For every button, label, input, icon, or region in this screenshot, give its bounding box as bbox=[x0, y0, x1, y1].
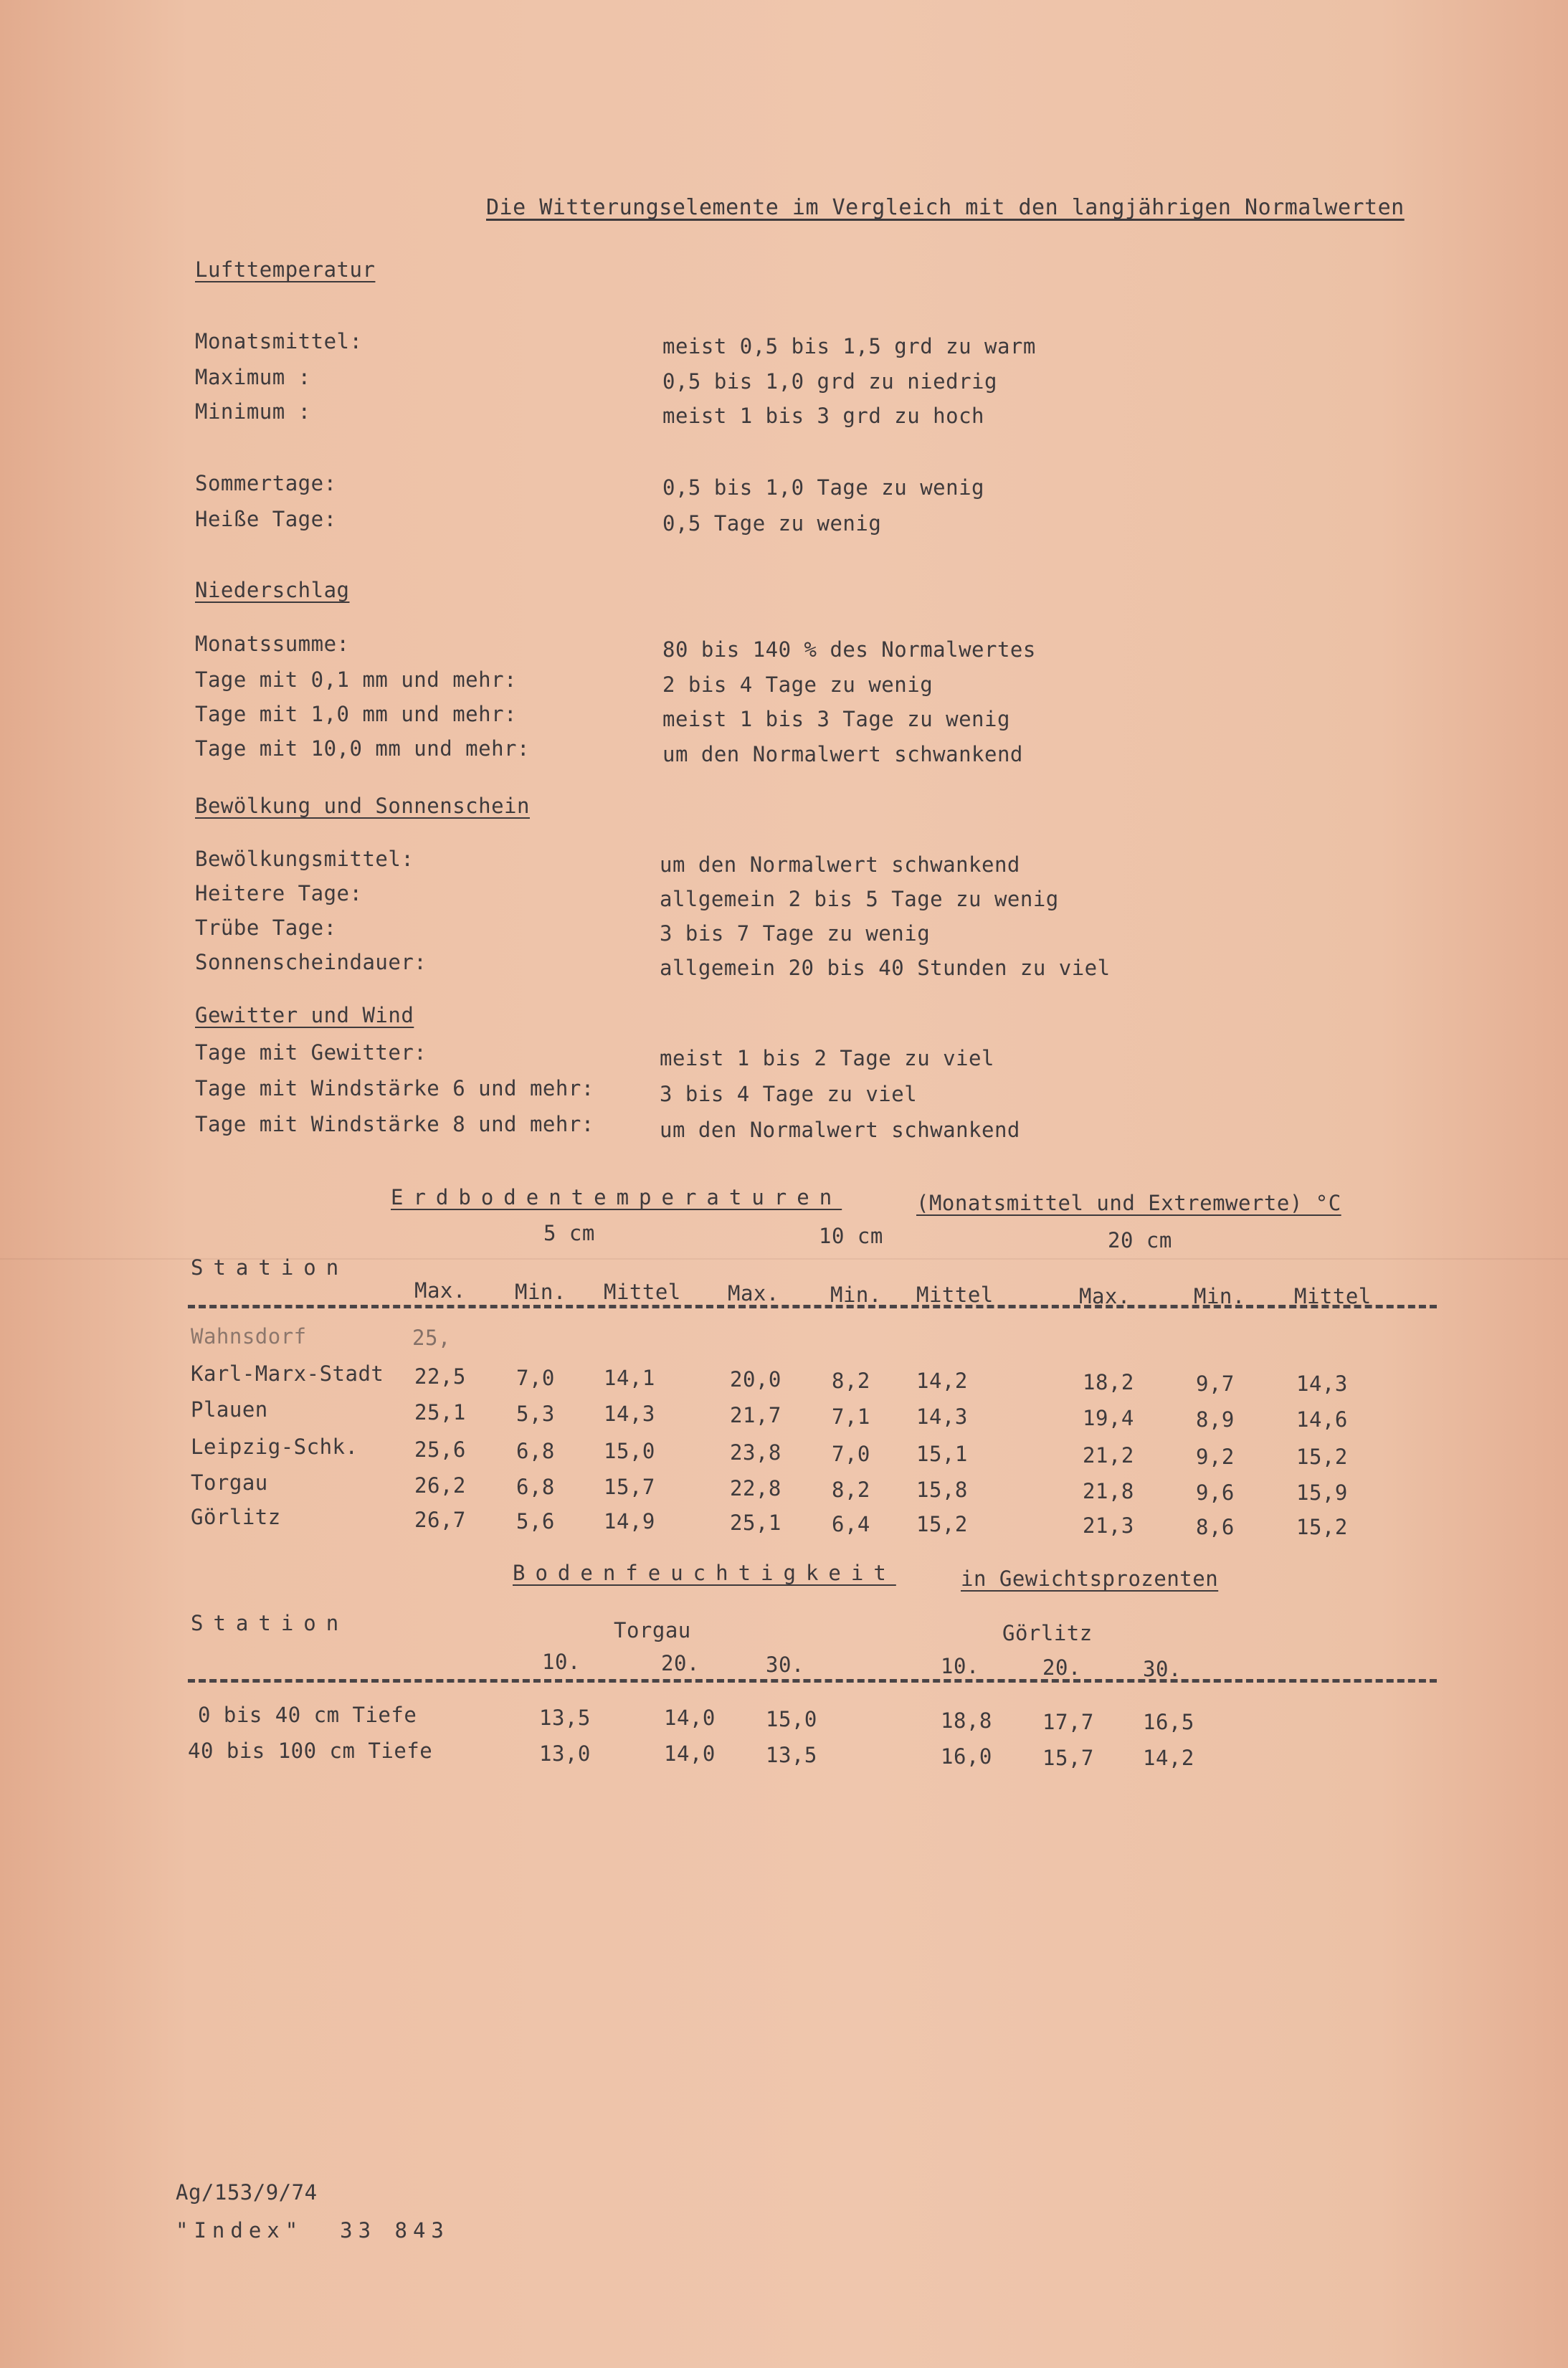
table-cell: 22,8 bbox=[730, 1476, 781, 1501]
table-cell: 21,2 bbox=[1083, 1443, 1134, 1468]
table-cell: 16,5 bbox=[1143, 1710, 1194, 1734]
row-label: Heitere Tage: bbox=[195, 881, 363, 905]
row-value: 0,5 Tage zu wenig bbox=[662, 511, 882, 536]
table-cell: 8,9 bbox=[1196, 1407, 1235, 1432]
row-label: Tage mit Windstärke 8 und mehr: bbox=[195, 1112, 594, 1136]
row-label: Monatssumme: bbox=[195, 632, 350, 656]
table-cell: 15,8 bbox=[916, 1478, 968, 1502]
table-divider bbox=[188, 1679, 1437, 1683]
table-cell: 13,5 bbox=[539, 1706, 591, 1730]
document-reference: Ag/153/9/74 bbox=[176, 2180, 318, 2205]
row-value: 3 bis 4 Tage zu viel bbox=[660, 1082, 918, 1106]
row-value: meist 1 bis 2 Tage zu viel bbox=[660, 1046, 994, 1070]
table-cell: 6,8 bbox=[516, 1439, 555, 1463]
station-name: Torgau bbox=[191, 1470, 268, 1495]
row-label: Trübe Tage: bbox=[195, 916, 337, 940]
table-cell: 9,7 bbox=[1196, 1371, 1235, 1396]
table-cell: 15,1 bbox=[916, 1442, 968, 1466]
table-cell: 9,6 bbox=[1196, 1480, 1235, 1505]
row-value: allgemein 2 bis 5 Tage zu wenig bbox=[660, 887, 1059, 911]
table-cell: 17,7 bbox=[1042, 1710, 1094, 1734]
table-cell: 8,2 bbox=[832, 1478, 870, 1502]
day-header: 30. bbox=[766, 1653, 804, 1677]
row-label: Tage mit 1,0 mm und mehr: bbox=[195, 702, 517, 726]
row-value: meist 0,5 bis 1,5 grd zu warm bbox=[662, 334, 1036, 358]
column-header: Mittel bbox=[604, 1280, 681, 1304]
table-cell: 7,0 bbox=[832, 1442, 870, 1466]
table-cell: 15,0 bbox=[604, 1439, 655, 1463]
table-cell: 20,0 bbox=[730, 1367, 781, 1392]
section-heading-gewitter: Gewitter und Wind bbox=[195, 1003, 414, 1027]
table-cell: 14,9 bbox=[604, 1509, 655, 1534]
table-cell: 7,1 bbox=[832, 1404, 870, 1429]
row-value: meist 1 bis 3 Tage zu wenig bbox=[662, 707, 1010, 731]
table-cell: 14,6 bbox=[1296, 1407, 1348, 1432]
station-name: Leipzig-Schk. bbox=[191, 1435, 358, 1459]
table-cell: 15,7 bbox=[604, 1475, 655, 1499]
row-label: Sonnenscheindauer: bbox=[195, 950, 427, 974]
row-label: Bewölkungsmittel: bbox=[195, 847, 414, 871]
column-header: Min. bbox=[1194, 1284, 1245, 1308]
soil-moisture-title: Bodenfeuchtigkeit bbox=[513, 1561, 896, 1585]
table-cell: 21,7 bbox=[730, 1403, 781, 1427]
row-value: 3 bis 7 Tage zu wenig bbox=[660, 921, 931, 946]
table-cell: 6,4 bbox=[832, 1512, 870, 1536]
row-label: Minimum : bbox=[195, 399, 311, 424]
row-label: Heiße Tage: bbox=[195, 507, 337, 531]
day-header: 30. bbox=[1143, 1657, 1182, 1681]
row-value: um den Normalwert schwankend bbox=[660, 852, 1020, 877]
station-column-header: Station bbox=[191, 1255, 349, 1280]
index-number: "Index" 33 843 bbox=[176, 2218, 450, 2243]
table-cell: 7,0 bbox=[516, 1366, 555, 1390]
column-header: Min. bbox=[515, 1280, 566, 1304]
column-header: Max. bbox=[728, 1281, 779, 1306]
row-value: meist 1 bis 3 grd zu hoch bbox=[662, 404, 984, 428]
depth-header: 20 cm bbox=[1108, 1228, 1172, 1252]
day-header: 20. bbox=[661, 1651, 700, 1675]
table-cell: 25, bbox=[412, 1326, 451, 1350]
row-label: Maximum : bbox=[195, 365, 311, 389]
station-header: Torgau bbox=[614, 1618, 691, 1642]
row-label: Tage mit 10,0 mm und mehr: bbox=[195, 736, 530, 761]
table-cell: 14,2 bbox=[916, 1369, 968, 1393]
soil-moisture-subtitle: in Gewichtsprozenten bbox=[961, 1566, 1219, 1591]
section-heading-lufttemperatur: Lufttemperatur bbox=[195, 257, 376, 282]
station-name: Karl-Marx-Stadt bbox=[191, 1361, 384, 1386]
row-value: 80 bis 140 % des Normalwertes bbox=[662, 637, 1036, 662]
table-cell: 14,3 bbox=[1296, 1371, 1348, 1396]
table-cell: 15,2 bbox=[1296, 1445, 1348, 1469]
table-cell: 15,2 bbox=[1296, 1515, 1348, 1539]
section-heading-bewoelkung: Bewölkung und Sonnenschein bbox=[195, 794, 530, 818]
depth-header: 10 cm bbox=[819, 1224, 883, 1248]
table-cell: 21,3 bbox=[1083, 1513, 1134, 1538]
table-cell: 23,8 bbox=[730, 1440, 781, 1465]
section-heading-niederschlag: Niederschlag bbox=[195, 578, 350, 602]
soil-temp-title: Erdbodentemperaturen bbox=[391, 1185, 842, 1209]
row-label: Tage mit Windstärke 6 und mehr: bbox=[195, 1076, 594, 1100]
station-header: Görlitz bbox=[1002, 1621, 1093, 1645]
station-column-header: Station bbox=[191, 1611, 349, 1635]
depth-header: 5 cm bbox=[543, 1221, 595, 1245]
row-value: um den Normalwert schwankend bbox=[660, 1118, 1020, 1142]
row-value: 2 bis 4 Tage zu wenig bbox=[662, 672, 933, 697]
table-cell: 25,1 bbox=[730, 1511, 781, 1535]
table-cell: 8,6 bbox=[1196, 1515, 1235, 1539]
row-value: um den Normalwert schwankend bbox=[662, 742, 1023, 766]
day-header: 10. bbox=[941, 1654, 979, 1678]
table-cell: 6,8 bbox=[516, 1475, 555, 1499]
station-name: Wahnsdorf bbox=[191, 1324, 307, 1349]
table-cell: 19,4 bbox=[1083, 1406, 1134, 1430]
table-cell: 14,3 bbox=[916, 1404, 968, 1429]
table-cell: 26,7 bbox=[414, 1508, 466, 1532]
table-cell: 14,0 bbox=[664, 1706, 716, 1730]
table-cell: 5,6 bbox=[516, 1509, 555, 1534]
row-label: Tage mit 0,1 mm und mehr: bbox=[195, 667, 517, 692]
day-header: 10. bbox=[542, 1650, 581, 1674]
row-label: Monatsmittel: bbox=[195, 329, 363, 353]
page-title: Die Witterungselemente im Vergleich mit den langjährigen Normalwerten bbox=[486, 195, 1405, 220]
table-cell: 26,2 bbox=[414, 1473, 466, 1498]
table-cell: 8,2 bbox=[832, 1369, 870, 1393]
table-cell: 14,1 bbox=[604, 1366, 655, 1390]
column-header: Mittel bbox=[1294, 1284, 1372, 1308]
column-header: Min. bbox=[830, 1283, 882, 1307]
column-header: Mittel bbox=[916, 1283, 994, 1307]
table-cell: 13,0 bbox=[539, 1741, 591, 1766]
table-cell: 15,0 bbox=[766, 1707, 817, 1731]
depth-row-label: 40 bis 100 cm Tiefe bbox=[188, 1739, 433, 1763]
table-cell: 18,2 bbox=[1083, 1370, 1134, 1394]
table-cell: 25,1 bbox=[414, 1400, 466, 1425]
column-header: Max. bbox=[414, 1278, 466, 1303]
table-cell: 15,2 bbox=[916, 1512, 968, 1536]
row-label: Tage mit Gewitter: bbox=[195, 1040, 427, 1065]
table-cell: 16,0 bbox=[941, 1744, 992, 1769]
table-cell: 9,2 bbox=[1196, 1445, 1235, 1469]
row-value: 0,5 bis 1,0 Tage zu wenig bbox=[662, 475, 984, 500]
station-name: Görlitz bbox=[191, 1505, 281, 1529]
table-cell: 15,9 bbox=[1296, 1480, 1348, 1505]
row-value: allgemein 20 bis 40 Stunden zu viel bbox=[660, 956, 1111, 980]
table-cell: 21,8 bbox=[1083, 1479, 1134, 1503]
soil-temp-subtitle: (Monatsmittel und Extremwerte) °C bbox=[916, 1191, 1341, 1215]
depth-row-label: 0 bis 40 cm Tiefe bbox=[198, 1703, 417, 1727]
row-label: Sommertage: bbox=[195, 471, 337, 495]
table-divider bbox=[188, 1305, 1437, 1308]
table-cell: 15,7 bbox=[1042, 1746, 1094, 1770]
column-header: Max. bbox=[1079, 1284, 1131, 1308]
table-cell: 22,5 bbox=[414, 1364, 466, 1389]
row-value: 0,5 bis 1,0 grd zu niedrig bbox=[662, 369, 997, 394]
table-cell: 5,3 bbox=[516, 1402, 555, 1426]
table-cell: 14,2 bbox=[1143, 1746, 1194, 1770]
table-cell: 14,0 bbox=[664, 1741, 716, 1766]
table-cell: 25,6 bbox=[414, 1437, 466, 1462]
table-cell: 13,5 bbox=[766, 1743, 817, 1767]
day-header: 20. bbox=[1042, 1655, 1081, 1680]
table-cell: 18,8 bbox=[941, 1708, 992, 1733]
table-cell: 14,3 bbox=[604, 1402, 655, 1426]
station-name: Plauen bbox=[191, 1397, 268, 1422]
